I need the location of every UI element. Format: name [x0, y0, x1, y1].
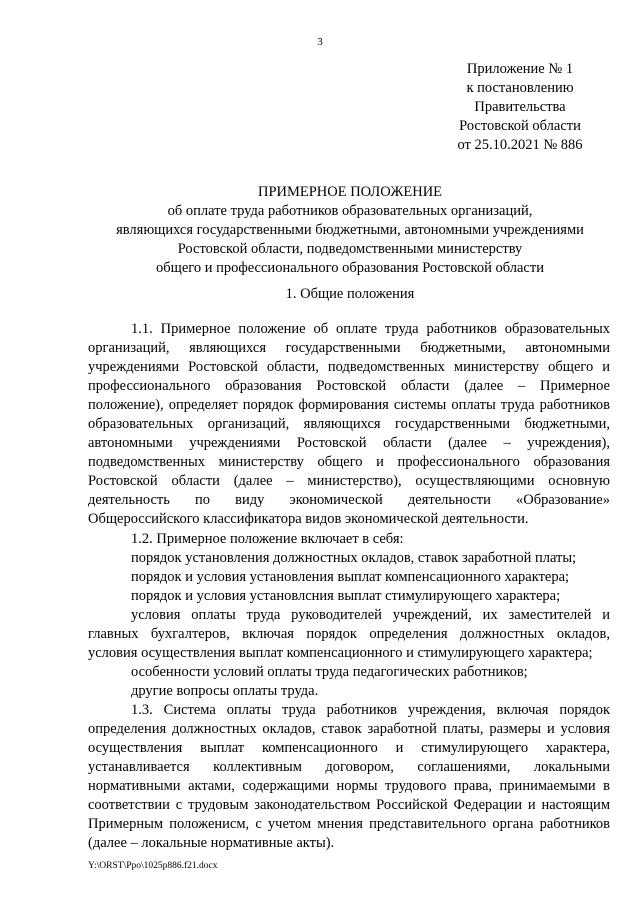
title-line: являющихся государственными бюджетными, автономными учреждениями	[116, 222, 584, 238]
footer-file-path: Y:\ORST\Ppo\1025p886.f21.docx	[88, 861, 218, 871]
paragraph: 1.1. Примерное положение об оплате труда работников образовательных организаций, являющихся государственными бюджетными, автономными учреждениями Ростовской области, подведомственных министерству общего и профессионального образования Ростовской области (далее – Примерное положение), определяет порядок формирования системы оплаты труда работников образовательных организаций, являющихся государственными бюджетными, автономными учреждениями Ростовской области (далее – учреждения), подведомственных министерству общего и профессионального образования Ростовской области (далее – министерство), осуществляющими основную деятельность по виду экономической деятельности «Образование» Общероссийского классификатора видов экономической деятельности.	[88, 321, 610, 528]
page-number: 3	[317, 36, 323, 48]
appendix-line: Ростовской области	[459, 118, 581, 134]
paragraph: порядок и условия установления выплат компенсационного характера;	[131, 568, 570, 585]
appendix-line: к постановлению	[466, 80, 574, 96]
paragraph: 1.3. Система оплаты труда работников учреждения, включая порядок определения должностных окладов, ставок заработной платы, размеры и условия осуществления выплат компенсационного и стимулирующего характера, устанавливается коллективным договором, соглашениями, локальными нормативными актами, содержащими нормы трудового права, принимаемыми в соответствии с трудовым законодательством Российской Федерации и настоящим Примерным положенисм, с учетом мнения представительного органа работников (далее – локальные нормативные акты).	[88, 701, 610, 852]
paragraph: порядок и условия установлсния выплат стимулирующего характера;	[131, 587, 561, 604]
appendix-line: Правительства	[474, 99, 566, 115]
title-line: об оплате труда работников образовательных организаций,	[167, 203, 533, 219]
document-title	[80, 183, 620, 278]
document-body	[88, 320, 610, 853]
title-line: общего и профессионального образования Ростовской области	[156, 260, 544, 276]
section-heading: 1. Общие положения	[285, 286, 415, 302]
paragraph: другие вопросы оплаты труда.	[131, 682, 319, 699]
title-heading: ПРИМЕРНОЕ ПОЛОЖЕНИЕ	[257, 184, 443, 200]
paragraph: условия оплаты труда руководителей учреждений, их заместителей и главных бухгалтеров, включая порядок определения должностных окладов, условия осуществления выплат компенсационного и стимулирующего характера;	[88, 606, 610, 661]
appendix-block	[445, 60, 595, 155]
title-line: Ростовской области, подведомственными министерству	[177, 241, 523, 257]
paragraph: особенности условий оплаты труда педагогических работников;	[131, 663, 528, 680]
appendix-line: от 25.10.2021 № 886	[457, 137, 583, 153]
appendix-line: Приложение № 1	[466, 61, 574, 77]
paragraph: 1.2. Примерное положение включает в себя:	[131, 530, 404, 547]
paragraph: порядок установления должностных окладов, ставок заработной платы;	[131, 549, 577, 566]
